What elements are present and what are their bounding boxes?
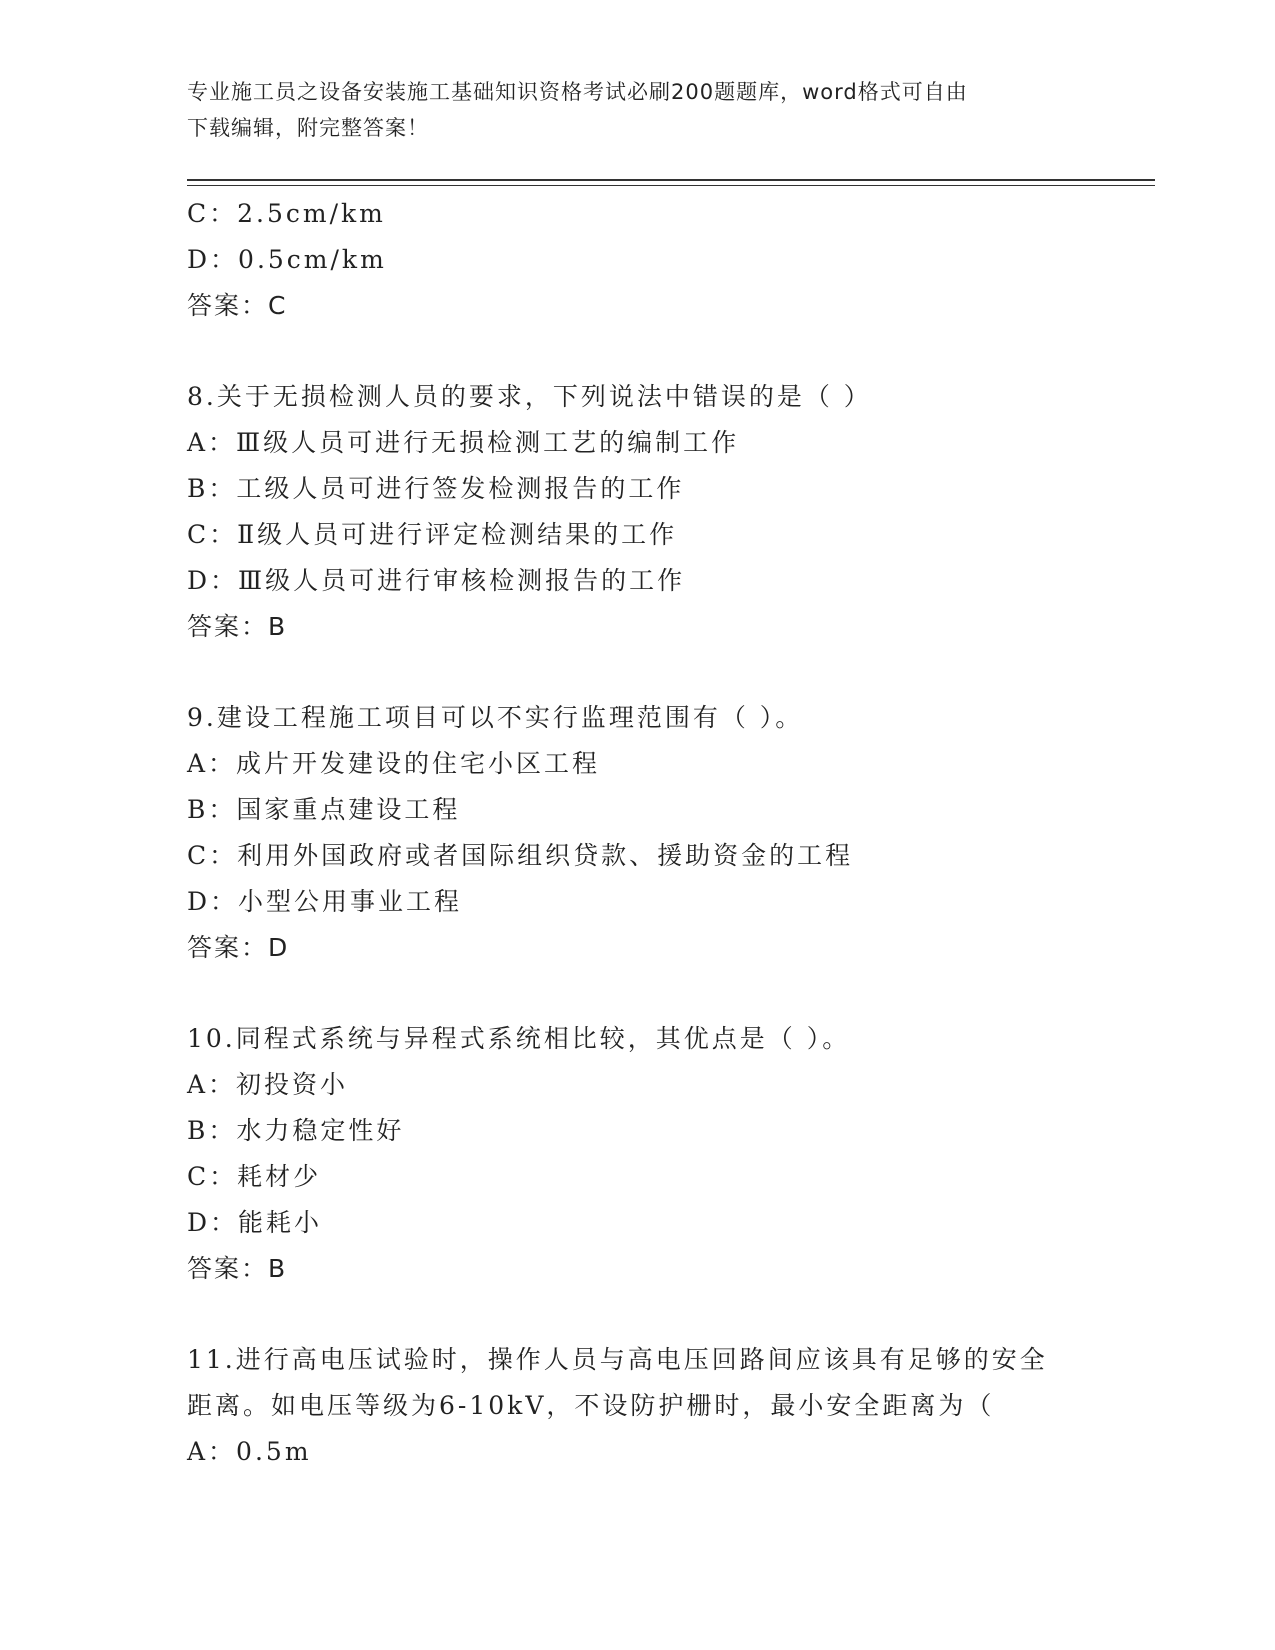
option-c: C：Ⅱ级人员可进行评定检测结果的工作 <box>187 520 678 549</box>
question-10 <box>187 1016 1087 1292</box>
question-11 <box>187 1337 1087 1475</box>
option-c: C：耗材少 <box>187 1162 322 1191</box>
option-a: A：Ⅲ级人员可进行无损检测工艺的编制工作 <box>187 428 740 457</box>
option-d: D：小型公用事业工程 <box>187 887 463 916</box>
question-stem: 10.同程式系统与异程式系统相比较，其优点是（ ）。 <box>187 1024 851 1053</box>
option-c: C：利用外国政府或者国际组织贷款、援助资金的工程 <box>187 841 854 870</box>
option-c: C：2.5cm/km <box>187 199 386 228</box>
header-rule-thin <box>187 185 1155 186</box>
option-b: B：水力稳定性好 <box>187 1116 405 1145</box>
question-stem: 8.关于无损检测人员的要求，下列说法中错误的是（ ） <box>187 382 872 411</box>
spacer <box>187 650 1087 695</box>
question-9 <box>187 695 1087 971</box>
question-stem-line-1: 11.进行高电压试验时，操作人员与高电压回路间应该具有足够的安全 <box>187 1345 1048 1374</box>
option-b: B：国家重点建设工程 <box>187 795 461 824</box>
question-list <box>187 191 1087 1475</box>
option-a: A：0.5m <box>187 1437 312 1466</box>
question-8 <box>187 374 1087 650</box>
spacer <box>187 971 1087 1016</box>
question-stem-line-2: 距离。如电压等级为6-10kV，不设防护栅时，最小安全距离为（ <box>187 1391 995 1420</box>
option-d: D：0.5cm/km <box>187 245 387 274</box>
answer: 答案：B <box>187 612 288 641</box>
option-a: A：成片开发建设的住宅小区工程 <box>187 749 601 778</box>
question-stem: 9.建设工程施工项目可以不实行监理范围有（ ）。 <box>187 703 804 732</box>
header-line-2: 下载编辑，附完整答案！ <box>187 116 429 140</box>
spacer <box>187 329 1087 374</box>
spacer <box>187 1292 1087 1337</box>
header-line-1: 专业施工员之设备安装施工基础知识资格考试必刷200题题库，word格式可自由 <box>187 80 968 104</box>
answer: 答案：C <box>187 291 288 320</box>
option-b: B：工级人员可进行签发检测报告的工作 <box>187 474 685 503</box>
header-rule-thick <box>187 179 1155 181</box>
answer: 答案：B <box>187 1254 288 1283</box>
option-d: D：能耗小 <box>187 1208 323 1237</box>
option-d: D：Ⅲ级人员可进行审核检测报告的工作 <box>187 566 686 595</box>
answer: 答案：D <box>187 933 290 962</box>
document-header <box>187 74 1067 146</box>
option-a: A：初投资小 <box>187 1070 349 1099</box>
question-7-tail <box>187 191 1087 329</box>
